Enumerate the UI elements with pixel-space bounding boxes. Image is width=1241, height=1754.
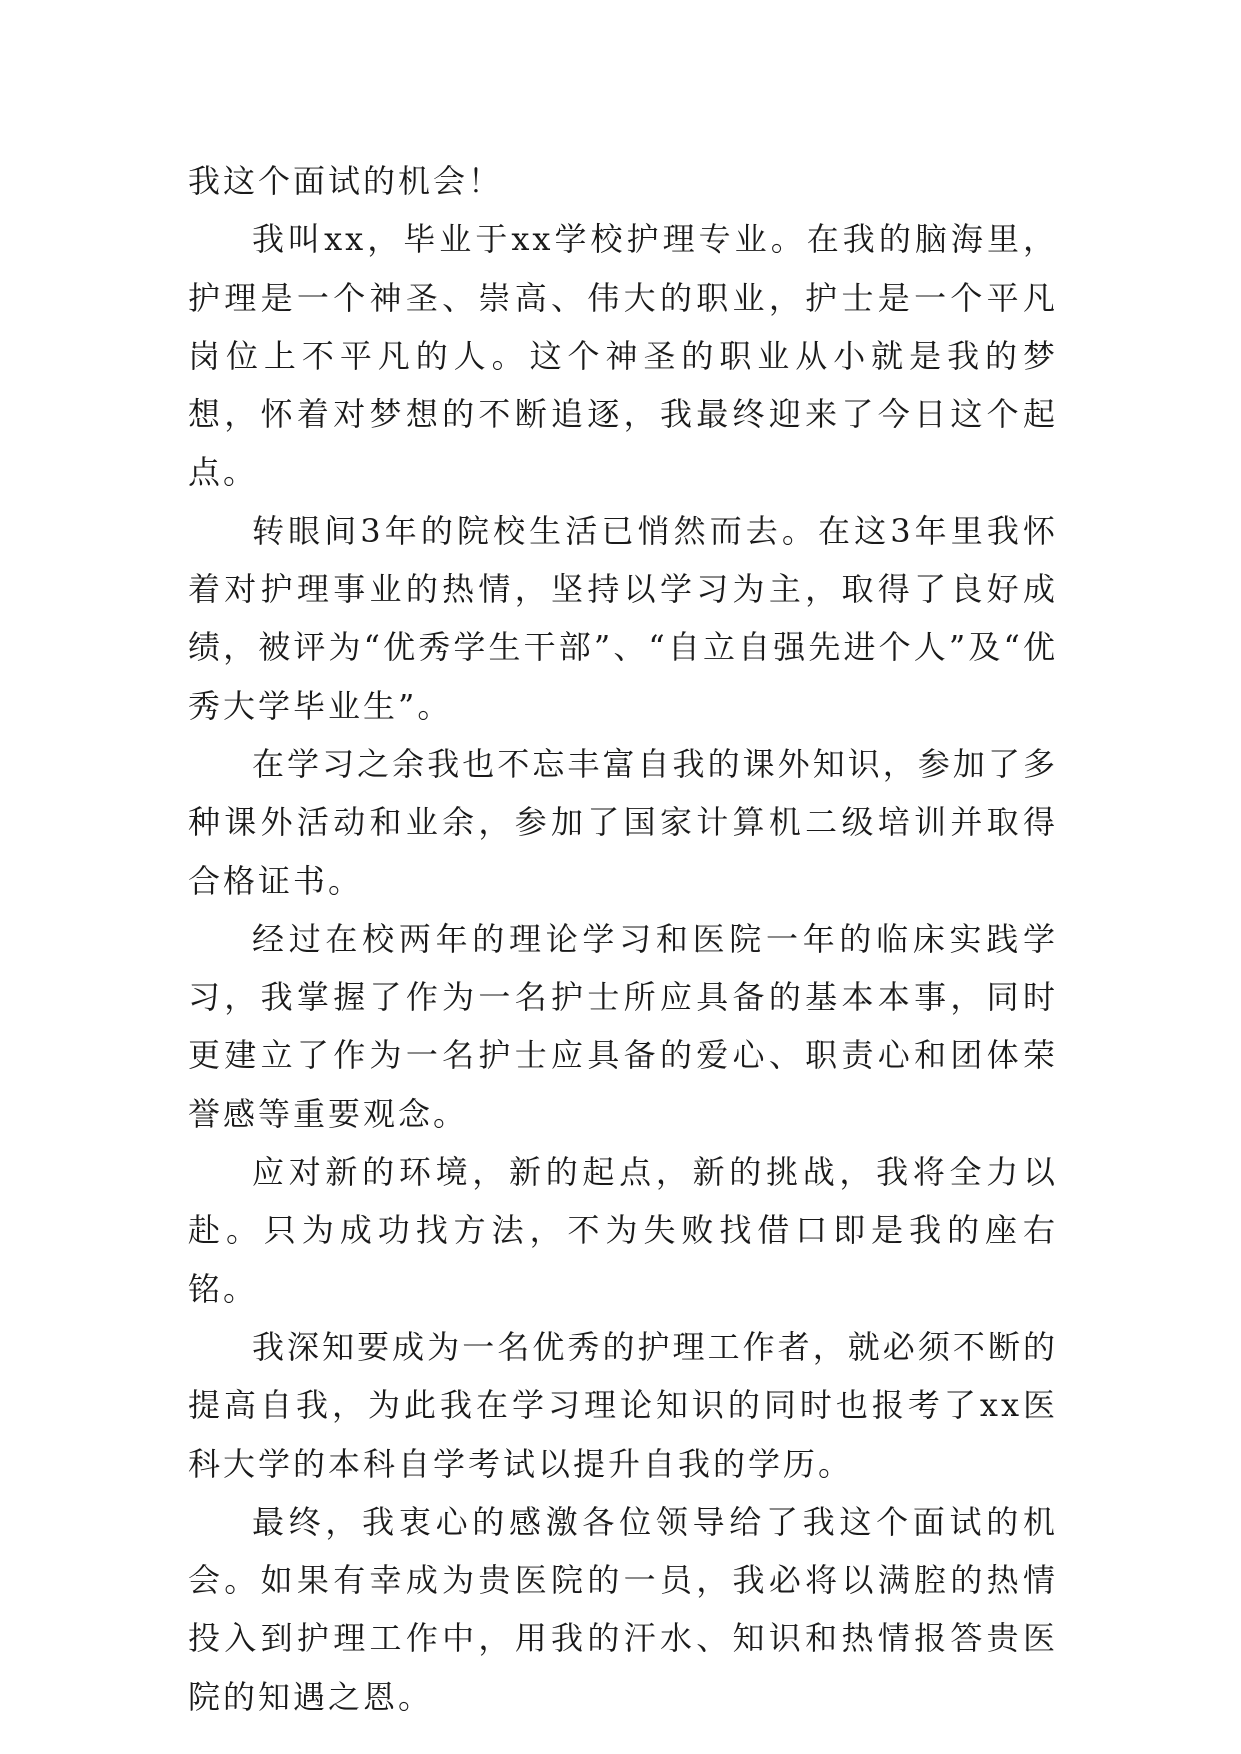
paragraph-school-life: 转眼间3年的院校生活已悄然而去。在这3年里我怀着对护理事业的热情，坚持以学习为主，取得了良好成绩，被评为“优秀学生干部”、“自立自强先进个人”及“优秀大学毕业生”。 — [188, 511, 1058, 725]
paragraph-self-improvement: 我深知要成为一名优秀的护理工作者，就必须不断的提高自我，为此我在学习理论知识的同时也报考了xx医科大学的本科自学考试以提升自我的学历。 — [188, 1327, 1058, 1483]
paragraph-closing: 最终，我衷心的感激各位领导给了我这个面试的机会。如果有幸成为贵医院的一员，我必将以满腔的热情投入到护理工作中，用我的汗水、知识和热情报答贵医院的知遇之恩。 — [188, 1502, 1058, 1716]
paragraph-motto: 应对新的环境，新的起点，新的挑战，我将全力以赴。只为成功找方法，不为失败找借口即是我的座右铭。 — [188, 1153, 1058, 1308]
paragraph-continuation: 我这个面试的机会！ — [188, 162, 504, 200]
paragraph-clinical-practice: 经过在校两年的理论学习和医院一年的临床实践学习，我掌握了作为一名护士所应具备的基本本事，同时更建立了作为一名护士应具备的爱心、职责心和团体荣誉感等重要观念。 — [188, 919, 1058, 1133]
document-body — [188, 152, 1058, 1726]
paragraph-extracurricular: 在学习之余我也不忘丰富自我的课外知识，参加了多种课外活动和业余，参加了国家计算机二级培训并取得合格证书。 — [188, 744, 1058, 900]
paragraph-introduction: 我叫xx，毕业于xx学校护理专业。在我的脑海里，护理是一个神圣、崇高、伟大的职业，护士是一个平凡岗位上不平凡的人。这个神圣的职业从小就是我的梦想，怀着对梦想的不断追逐，我最终迎来了今日这个起点。 — [188, 220, 1058, 492]
